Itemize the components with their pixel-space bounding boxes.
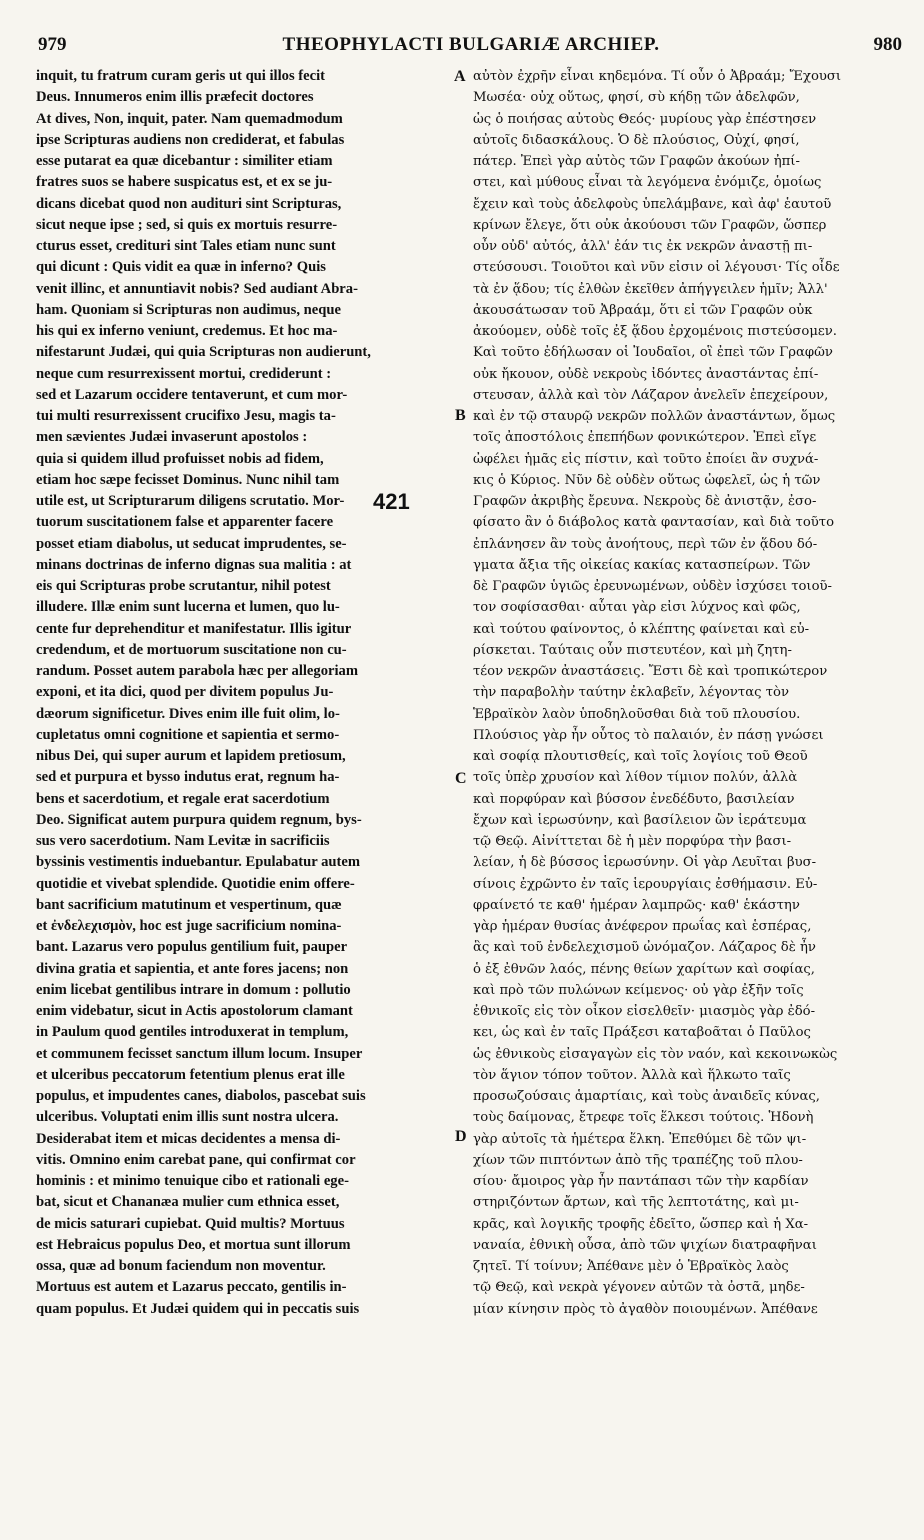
greek-text-line: στεύσουσι. Τοιοῦτοι καὶ νῦν εἰσιν οἱ λέγουσι· Τίς οἶδε [473,260,840,276]
greek-text-line: τῷ Θεῷ, καὶ νεκρὰ γέγονεν αὐτῶν τὰ ὀστᾶ, μηδε- [473,1280,805,1296]
latin-text-line: populus, et impudentes canes, diabolos, pascebat suis [36,1088,366,1104]
greek-text-line: κει, ὡς καὶ ἐν ταῖς Πράξεσι καταβοᾶται ὁ Παῦλος [473,1025,811,1041]
greek-text-line: γματα ἄξια τῆς οἰκείας κακίας κατασπείρων. Τῶν [473,557,811,573]
latin-text-line: ipse Scripturas audiens non crediderat, et fabulas [36,131,345,148]
greek-text-line: καὶ τούτου φαίνοντος, ὁ κλέπτης φαίνεται καὶ εὑ- [473,621,810,637]
greek-text-line: τον σοφίσασθαι· αὗται γὰρ εἰσι λύχνος καὶ φῶς, [473,600,801,616]
latin-text-line: byssinis vestimentis induebantur. Epulabatur autem [36,854,360,871]
greek-text-line: αὐτοῖς διδασκάλους. Ὁ δὲ πλούσιος, Οὐχί, φησί, [473,132,800,148]
latin-text-line: sed et Lazarum occidere tentaverunt, et cum mor- [36,386,348,403]
latin-text-line: tui multi resurrexissent crucifixo Jesu, magis ta- [36,408,336,424]
latin-text-line: ulceribus. Voluptati enim illis sunt nostra ulcera. [36,1109,339,1126]
latin-text-line: vitis. Omnino enim carebat pane, qui confirmat cor [36,1151,356,1168]
greek-text-line: τὴν παραβολὴν ταύτην ἐκλαβεῖν, λέγοντας τὸν [473,685,789,701]
greek-text-line: δὲ Γραφῶν ὑγιῶς ἐρευνωμένων, οὐδὲν ἰσχύσει τοιοῦ- [473,579,833,594]
latin-text-line: et ulceribus peccatorum fetentium plenus erat ille [36,1066,345,1083]
latin-text-line: At dives, Non, inquit, pater. Nam quemadmodum [36,110,343,127]
latin-text-line: quotidie et vivebat splendide. Quotidie enim offere- [36,875,355,892]
greek-text-line: ρίσκεται. Ταύταις οὖν πιστευτέον, καὶ μὴ ζητη- [473,642,792,658]
greek-text-line: τοῖς ἀποστόλοις ἐπεπήδων φονικώτερον. Ἐπεὶ εἴγε [473,430,817,446]
greek-text-line: ναναία, ἐθνικὴ οὖσα, ἀπὸ τῶν ψιχίων διατραφῆναι [473,1237,817,1253]
latin-text-line: tuorum suscitationem false et apparenter facere [36,514,334,531]
greek-text-line: σίου· ἄμοιρος γὰρ ἦν παντάπασι τῶν τὴν καρδίαν [473,1174,809,1189]
latin-text-line: cupletatus omni cognitione et sapientia et sermo- [36,726,340,743]
latin-text-line: sed et purpura et bysso indutus erat, regnum ha- [36,769,340,786]
latin-text-line: divina gratia et sapientia, et ante fores jacens; non [36,960,349,977]
latin-text-line: bens et sacerdotium, et regale erat sacerdotium [36,790,330,807]
greek-text-line: τοὺς δαίμονας, ἔτρεφε τοῖς ἕλκεσι τούτοις. Ἡδονὴ [473,1110,814,1126]
greek-text-line: ὠφέλει ἡμᾶς εἰς πίστιν, καὶ τοῦτο ἐποίει ἂν συχνά- [473,451,819,467]
latin-text-line: randum. Posset autem parabola hæc per allegoriam [36,663,358,679]
latin-text-line: Desiderabat item et micas decidentes a mensa di- [36,1130,341,1147]
latin-text-line: fratres suos se habere suspicatus est, et ex se ju- [36,174,333,191]
greek-text-line: ἐθνικοῖς εἰς τὸν οἶκον εἰσελθεῖν· μιασμὸς γὰρ ἐδό- [473,1004,816,1019]
greek-text-line: οὐκ ἤκουον, οὐδὲ νεκροὺς ἰδόντες ἀναστάντας ἐπί- [473,366,819,382]
greek-column [473,66,906,1486]
latin-text-line: qui dicunt : Quis vidit ea quæ in inferno? Quis [36,259,326,276]
latin-text-line: his qui ex inferno veniunt, credemus. Et hoc ma- [36,323,338,339]
section-marker-d: D [455,1128,467,1145]
greek-text-line: αὐτὸν ἐχρῆν εἶναι κηδεμόνα. Τί οὖν ὁ Ἀβραάμ; Ἔχουσι [473,69,842,84]
latin-text-line: ham. Quoniam si Scripturas non audimus, neque [36,301,341,318]
greek-text-line: τὰ ἐν ᾅδου; τίς ἐλθὼν ἐκεῖθεν ἀπήγγειλεν ἡμῖν; Ἀλλ' [473,281,828,297]
latin-text-line: credendum, et de mortuorum suscitatione non cu- [36,641,347,658]
latin-text-line: inquit, tu fratrum curam geris ut qui illos fecit [36,68,326,84]
latin-text-line: etiam hoc sæpe fecisset Dominus. Nunc nihil tam [36,471,340,488]
latin-text-line: quia si quidem illud profuisset nobis ad fidem, [36,450,324,467]
latin-text-line: quam populus. Et Judæi quidem qui in peccatis suis [36,1300,360,1317]
greek-text-line: γὰρ αὐτοῖς τὰ ἡμέτερα ἕλκη. Ἐπεθύμει δὲ τῶν ψι- [473,1131,807,1147]
greek-text-line: φίσατο ἂν ὁ διάβολος κατὰ φαντασίαν, καὶ διὰ τοῦτο [473,515,835,531]
greek-text-line: οὖν οὐδ' αὐτός, ἀλλ' ἐάν τις ἐκ νεκρῶν ἀναστῇ πι- [473,239,813,254]
greek-text-line: καὶ ἐν τῷ σταυρῷ νεκρῶν πολλῶν ἀναστάντων, ὅμως [473,409,836,424]
latin-text-line: est Hebraicus populus Deo, et mortua sunt illorum [36,1236,351,1253]
greek-text-line: ὁ ἐξ ἐθνῶν λαός, πένης θείων χαρίτων καὶ σοφίας, [473,961,815,977]
latin-text-line: dæorum significetur. Dives enim ille fuit olim, lo- [36,705,340,722]
latin-text-line: hominis : et minimo tenuique cibo et rationali ege- [36,1173,349,1189]
latin-text-line: enim licebat gentilibus intrare in domum : pollutio [36,981,351,998]
greek-text-line: ἃς καὶ τοῦ ἐνδελεχισμοῦ ὠνόμαζον. Λάζαρος δὲ ἦν [473,940,816,956]
running-title: THEOPHYLACTI BULGARIÆ ARCHIEP. [282,34,660,55]
page-number-left: 979 [38,34,67,55]
greek-text-line: καὶ σοφίᾳ πλουτισθείς, καὶ τοῖς λογίοις τοῦ Θεοῦ [473,749,808,764]
latin-text-line: bant. Lazarus vero populus gentilium fuit, pauper [36,939,348,956]
greek-text-line: κρίνων ἔλεγε, ὅτι οὐκ ἀκούουσι τῶν Γραφῶν, ὥσπερ [473,217,827,233]
section-marker-b: B [455,407,466,424]
latin-text-line: venit illinc, et annuntiavit nobis? Sed audiant Abra- [36,280,358,297]
greek-text-line: κις ὁ Κύριος. Νῦν δὲ οὐδὲν οὕτως ὠφελεῖ, ὡς ἡ τῶν [473,472,821,488]
latin-text-line: enim videbatur, sicut in Actis apostolorum clamant [36,1003,353,1019]
running-header [36,34,906,58]
greek-text-line: ἐπλάνησεν ἂν τοὺς ἀνοήτους, περὶ τῶν ἐν ᾅδου δό- [473,536,818,552]
section-marker-c: C [455,770,467,787]
greek-text-line: ὡς ὁ ποιήσας αὐτοὺς Θεός· μυρίους γὰρ ἐπέστησεν [473,111,817,127]
latin-text-line: cturus esset, credituri sint Tales etiam nunc sunt [36,238,336,254]
latin-text-line: illudere. Illæ enim sunt lucerna et lumen, quo lu- [36,599,340,616]
latin-text-line: exponi, et ita dici, quod per divitem populus Ju- [36,684,334,701]
latin-text-line: eis qui Scripturas probe scrutantur, nihil potest [36,578,331,594]
greek-text-line: στευσαν, ἀλλὰ καὶ τὸν Λάζαρον ἀνελεῖν ἐπεχείρουν, [473,387,829,403]
latin-text-line: et communem fecisset sanctum illum locum. Insuper [36,1045,363,1062]
latin-text-line: Deo. Significat autem purpura quidem regnum, bys- [36,811,362,828]
latin-text-line: minans doctrinas de inferno dignas sua malitia : at [36,556,352,573]
greek-text-line: Καὶ τοῦτο ἐδήλωσαν οἱ Ἰουδαῖοι, οἳ ἐπεὶ τῶν Γραφῶν [473,345,833,361]
greek-text-line: λείαν, ἡ δὲ βύσσος ἱερωσύνην. Οἱ γὰρ Λευῖται βυσ- [473,855,817,871]
greek-text-line: κρᾶς, καὶ λογικῆς τροφῆς ἐδεῖτο, ὥσπερ καὶ ἡ Χα- [473,1216,809,1232]
greek-text-line: τῷ Θεῷ. Αἰνίττεται δὲ ἡ μὲν πορφύρα τὴν βασι- [473,834,792,849]
latin-text-line: nifestarunt Judæi, qui quia Scripturas non audierunt, [36,344,371,361]
latin-column [36,66,448,1486]
page-number-right: 980 [873,34,902,55]
latin-text-line: bant sacrificium matutinum et vespertinum, quæ [36,896,342,913]
latin-text-line: in Paulum quod gentiles introduxerat in templum, [36,1024,349,1041]
latin-text-line: ossa, quæ ad bonum faciendum non moventur. [36,1258,326,1274]
greek-text-line: ἔχων καὶ ἱερωσύνην, καὶ βασίλειον ὢν ἱεράτευμα [473,812,807,828]
section-marker-a: A [454,68,466,85]
greek-text-line: τοῖς ὑπὲρ χρυσίον καὶ λίθον τίμιον πολύν, ἀλλὰ [473,770,798,786]
greek-text-line: χίων τῶν πιπτόντων ἀπὸ τῆς τραπέζης τοῦ πλου- [473,1152,803,1168]
greek-text-line: τέον νεκρῶν ἀναστάσεις. Ἔστι δὲ καὶ τροπικώτερον [473,664,828,679]
latin-text-line: sicut neque ipse ; sed, si quis ex mortuis resurre- [36,216,338,233]
greek-text-line: γὰρ ἡμέραν θυσίας ἀνέφερον πρωΐας καὶ ἑσπέρας, [473,919,812,934]
greek-text-line: καὶ πρὸ τῶν πυλώνων κείμενος· οὐ γὰρ ἐξῆν τοῖς [473,982,804,998]
latin-text-line: Deus. Innumeros enim illis præfecit doctores [36,89,314,106]
greek-text-line: προσωζούσαις ἁμαρτίαις, καὶ τοὺς ἀναιδεῖς κύνας, [473,1089,820,1104]
latin-text-line: et ἐνδελεχισμὸν, hoc est juge sacrificium nomina- [36,918,342,934]
greek-text-line: καὶ πορφύραν καὶ βύσσον ἐνεδέδυτο, βασιλείαν [473,791,795,807]
greek-text-line: ἀκουσάτωσαν τοῦ Ἀβραάμ, ὅτι εἰ τῶν Γραφῶν οὐκ [473,302,813,318]
latin-text-line: Mortuus est autem et Lazarus peccato, gentilis in- [36,1279,347,1296]
latin-text-line: men sævientes Judæi invaserunt apostolos : [36,429,308,446]
latin-text-line: nibus Dei, qui super aurum et lapidem pretiosum, [36,748,346,764]
greek-text-line: στει, καὶ μύθους εἶναι τὰ λεγόμενα ἐνόμιζε, ὁμοίως [473,175,822,191]
latin-text-line: posset etiam diabolus, ut seducat imprudentes, se- [36,535,347,552]
latin-text-line: utile est, ut Scripturarum diligens scrutatio. Mor- [36,493,345,509]
greek-text-line: φραίνετό τε καθ' ἡμέραν λαμπρῶς· καθ' ἑκάστην [473,897,800,913]
greek-text-line: ζητεῖ. Τί τοίνυν; Ἀπέθανε μὲν ὁ Ἑβραϊκὸς λαὸς [473,1259,789,1274]
greek-text-line: ἀκούομεν, οὐδὲ τοῖς ἐξ ᾅδου ἐρχομένοις πιστεύσομεν. [473,324,837,339]
greek-text-line: πάτερ. Ἐπεὶ γὰρ αὐτὸς τῶν Γραφῶν ἀκούων ἠπί- [473,154,800,169]
column-reference-number: 421 [370,489,413,515]
greek-text-line: στηριζόντων ἄρτων, καὶ τῆς λεπτοτάτης, καὶ μι- [473,1195,799,1211]
greek-text-line: Μωσέα· οὐχ οὕτως, φησί, σὺ κήδῃ τῶν ἀδελφῶν, [473,90,800,106]
latin-text-line: bat, sicut et Chananæa mulier cum ethnica esset, [36,1194,340,1211]
latin-text-line: cente fur deprehenditur et manifestatur. Illis igitur [36,620,352,637]
latin-text-line: dicans dicebat quod non audituri sint Scripturas, [36,195,342,212]
greek-text-line: τὸν ἅγιον τόπον τοῦτον. Ἀλλὰ καὶ ἥλκωτο ταῖς [473,1067,791,1083]
greek-text-line: σίνοις ἐχρῶντο ἐν ταῖς ἱερουργίαις ἐσθήμασιν. Εὐ- [473,876,818,892]
latin-text-line: esse putarat ea quæ dicebantur : similiter etiam [36,153,333,169]
latin-text-line: neque cum resurrexissent mortui, crediderunt : [36,365,332,382]
greek-text-line: ὡς ἐθνικοὺς εἰσαγαγὼν εἰς τὸν ναόν, καὶ κεκοινωκὼς [473,1046,838,1062]
latin-text-line: de micis saturari cupiebat. Quid multis? Mortuus [36,1215,345,1232]
greek-text-line: ἔχειν καὶ τοὺς ἀδελφοὺς ὑπελάμβανε, καὶ ἀφ' ἑαυτοῦ [473,196,832,212]
greek-text-line: Ἑβραϊκὸν λαὸν ὑποδηλοῦσθαι διὰ τοῦ πλουσίου. [473,706,801,722]
latin-text-line: sus vero sacerdotium. Nam Levitæ in sacrificiis [36,833,330,849]
greek-text-line: μίαν κίνησιν πρὸς τὸ ἀγαθὸν ποιουμένων. Ἀπέθανε [473,1301,818,1317]
greek-text-line: Πλούσιος γὰρ ἦν οὗτος τὸ παλαιόν, ἐν πάσῃ γνώσει [473,727,824,743]
greek-text-line: Γραφῶν ἀκριβὴς ἔρευνα. Νεκροὺς δὲ ἀνιστᾷν, ἐσο- [473,494,817,509]
